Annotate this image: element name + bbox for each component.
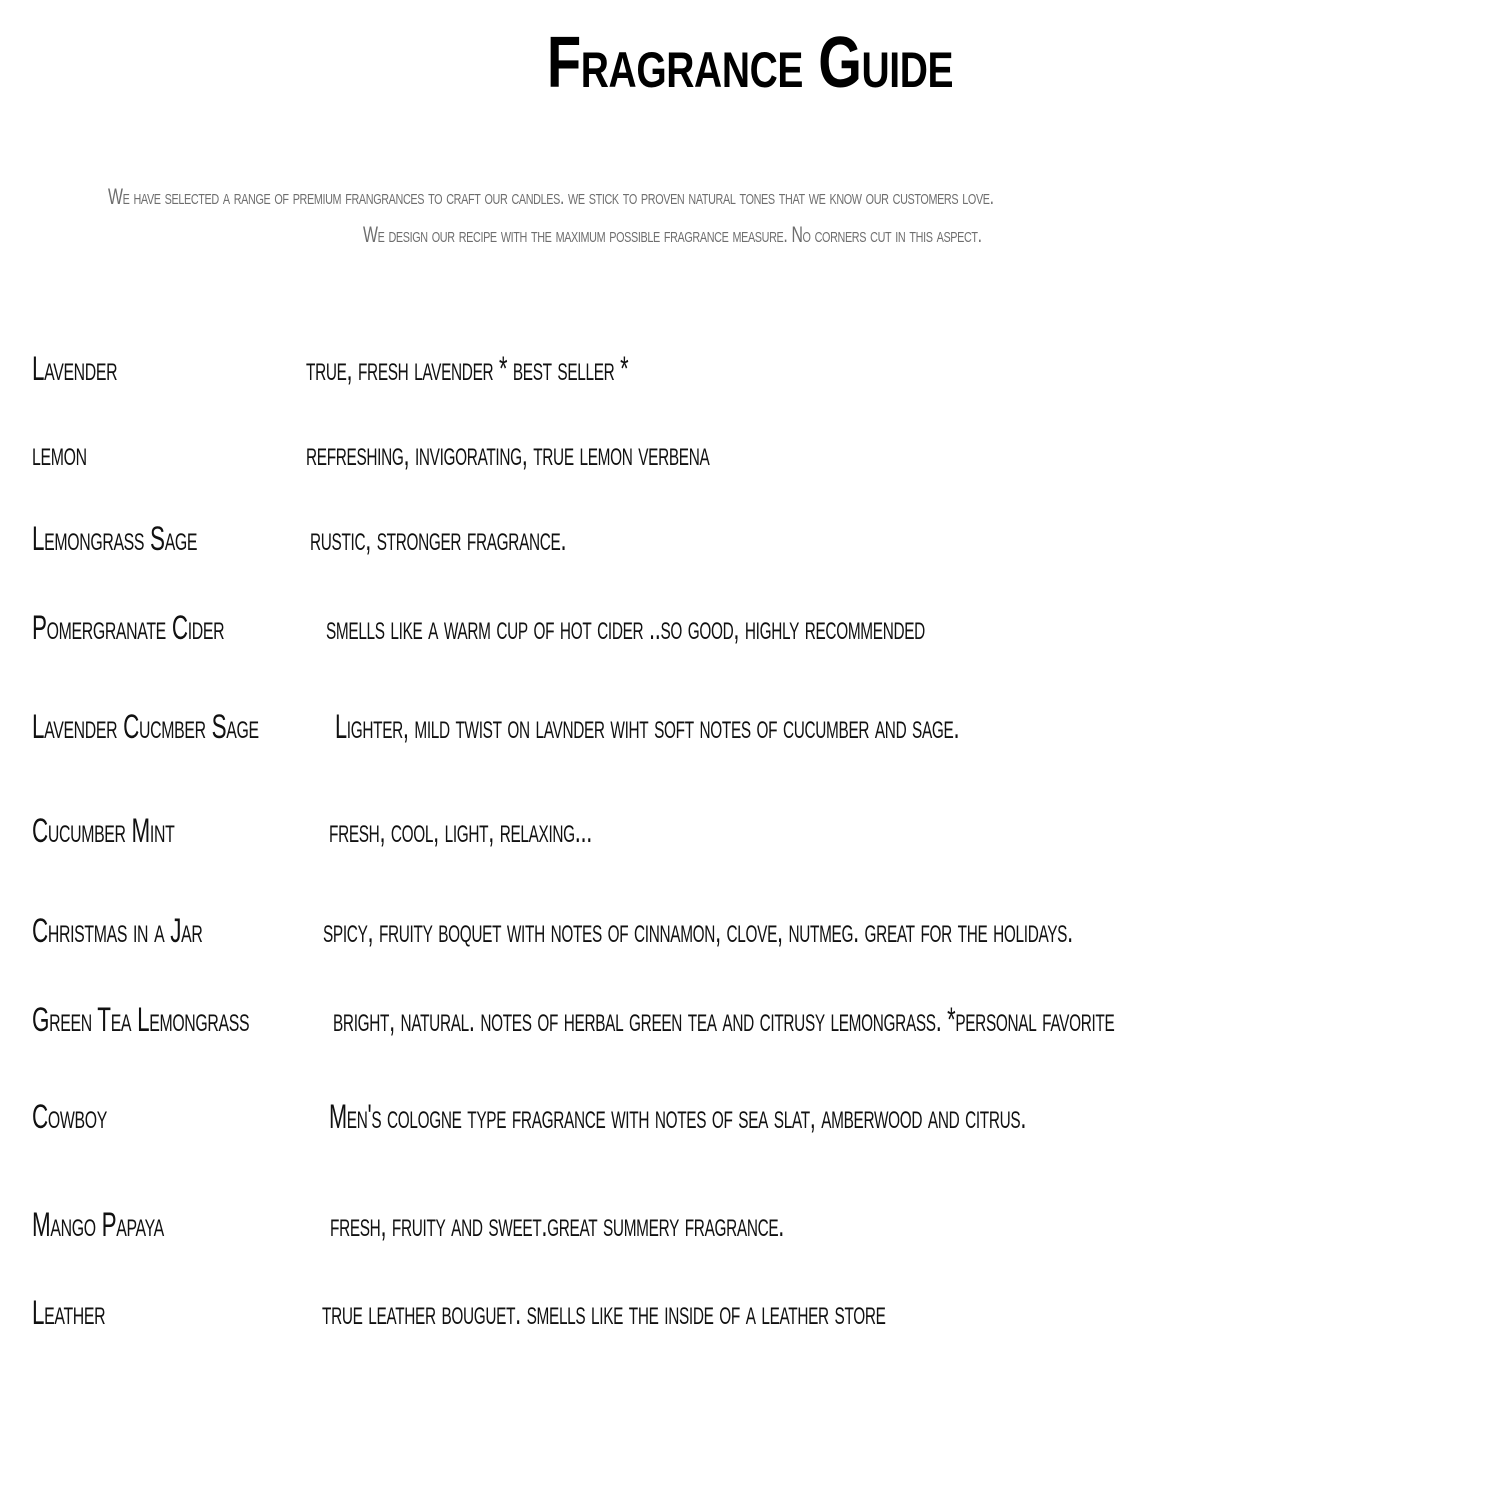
fragrance-name: Pomergranate Cider (32, 609, 225, 647)
fragrance-description: Men's cologne type fragrance with notes of sea slat, amberwood and citrus. (329, 1098, 1027, 1136)
fragrance-row-lavender-cucmber-sage (0, 708, 1500, 768)
intro-line-1: We have selected a range of premium frangrances to craft our candles. we stick to proven natural tones that we know our customers love. (108, 184, 994, 209)
page-title: Fragrance Guide (546, 23, 954, 103)
fragrance-row-cucumber-mint (0, 812, 1500, 872)
fragrance-name: Lavender Cucmber Sage (32, 708, 259, 746)
fragrance-description: refreshing, invigorating, true lemon verbena (306, 435, 710, 473)
fragrance-description: true leather bouguet. smells like the inside of a leather store (322, 1294, 886, 1332)
fragrance-description: bright, natural. notes of herbal green tea and citrusy lemongrass. *personal favorite (333, 1001, 1115, 1039)
fragrance-row-christmas-in-a-jar (0, 912, 1500, 972)
fragrance-description: true, fresh lavender * best seller * (306, 350, 629, 388)
fragrance-description: Lighter, mild twist on lavnder wiht soft notes of cucumber and sage. (335, 708, 960, 746)
fragrance-row-lemon (0, 435, 1500, 495)
fragrance-name: Lavender (32, 350, 118, 388)
fragrance-row-green-tea-lemongrass (0, 1001, 1500, 1061)
fragrance-description: spicy, fruity boquet with notes of cinnamon, clove, nutmeg. great for the holidays. (323, 912, 1073, 950)
fragrance-row-leather (0, 1294, 1500, 1354)
fragrance-row-lavender (0, 350, 1500, 410)
fragrance-name: Leather (32, 1294, 106, 1332)
fragrance-row-mango-papaya (0, 1206, 1500, 1266)
fragrance-name: Cowboy (32, 1098, 107, 1136)
fragrance-description: fresh, cool, light, relaxing... (329, 812, 592, 850)
fragrance-name: Green Tea Lemongrass (32, 1001, 250, 1039)
fragrance-name: Lemongrass Sage (32, 520, 198, 558)
fragrance-row-lemongrass-sage (0, 520, 1500, 580)
fragrance-description: rustic, stronger fragrance. (310, 520, 567, 558)
fragrance-row-cowboy (0, 1098, 1500, 1158)
fragrance-row-pomergranate-cider (0, 609, 1500, 669)
fragrance-name: Christmas in a Jar (32, 912, 203, 950)
fragrance-description: fresh, fruity and sweet.great summery fragrance. (330, 1206, 785, 1244)
fragrance-description: smells like a warm cup of hot cider ..so good, highly recommended (326, 609, 925, 647)
fragrance-name: Cucumber Mint (32, 812, 175, 850)
fragrance-name: lemon (32, 435, 87, 473)
fragrance-name: Mango Papaya (32, 1206, 164, 1244)
intro-line-2: We design our recipe with the maximum possible fragrance measure. No corners cut in this aspect. (363, 222, 982, 247)
